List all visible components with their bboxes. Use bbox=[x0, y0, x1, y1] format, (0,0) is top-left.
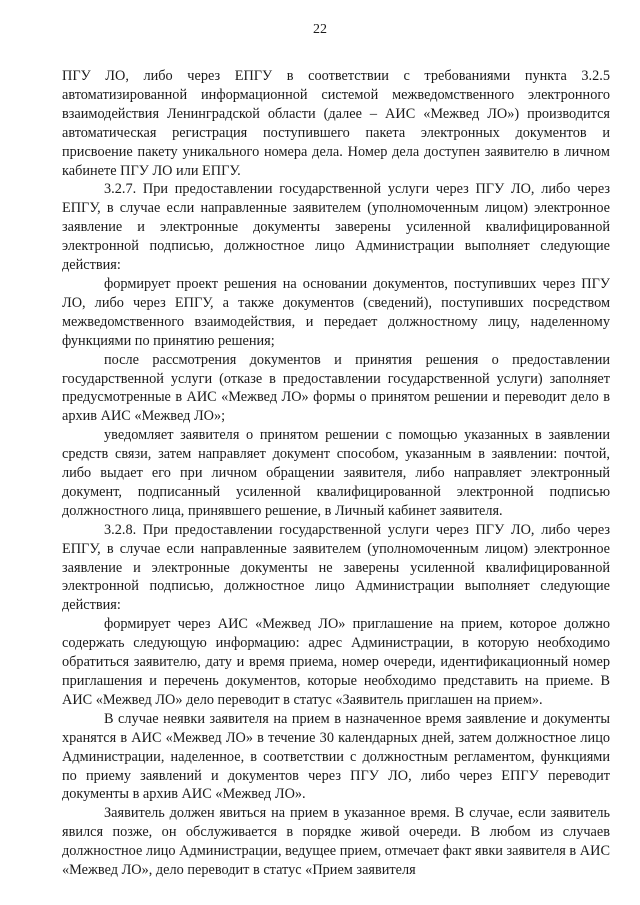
page-number: 22 bbox=[313, 22, 327, 37]
body-text bbox=[62, 67, 610, 880]
paragraph-3-2-7: 3.2.7. При предоставлении государственной услуги через ПГУ ЛО, либо через ЕПГУ, в случае если направленные заявителем (уполномоченным лицом) электронное заявление и электронные документы заверены усиленной квалифицированной электронной подписью, должностное лицо Администрации выполняет следующие действия: bbox=[62, 181, 610, 274]
paragraph-after-review: после рассмотрения документов и принятия решения о предоставлении государственной услуги (отказе в предоставлении государственной услуги) заполняет предусмотренные в АИС «Межвед ЛО» формы о принятом решении и переводит дело в архив АИС «Межвед ЛО»; bbox=[62, 351, 610, 425]
paragraph-forms-draft-decision: формирует проект решения на основании документов, поступивших через ПГУ ЛО, либо через ЕПГУ, а также документов (сведений), поступивших посредством межведомственного взаимодействия, и передает должностному лицу, наделенному функциями по принятию решения; bbox=[62, 275, 610, 349]
paragraph-3-2-8: 3.2.8. При предоставлении государственной услуги через ПГУ ЛО, либо через ЕПГУ, в случае если направленные заявителем (уполномоченным лицом) электронное заявление и электронные документы не заверены усиленной квалифицированной электронной подписью, должностное лицо Администрации выполняет следующие действия: bbox=[62, 521, 610, 614]
paragraph-notifies-applicant: уведомляет заявителя о принятом решении с помощью указанных в заявлении средств связи, затем направляет документ способом, указанным в заявлении: почтой, либо выдает его при личном обращении заявителя, либо направляет электронный документ, подписанный усиленной квалифицированной электронной подписью должностного лица, принявшего решение, в Личный кабинет заявителя. bbox=[62, 427, 610, 519]
paragraph-forms-invitation: формирует через АИС «Межвед ЛО» приглашение на прием, которое должно содержать следующую информацию: адрес Администрации, в которую необходимо обратиться заявителю, дату и время приема, номер очереди, идентификационный номер приглашения и перечень документов, которые необходимо представить на приеме. В АИС «Межвед ЛО» дело переводит в статус «Заявитель приглашен на прием». bbox=[62, 616, 610, 708]
paragraph-appointment-arrival: Заявитель должен явиться на прием в указанное время. В случае, если заявитель явился позже, он обслуживается в порядке живой очереди. В любом из случаев должностное лицо Администрации, ведущее прием, отмечает факт явки заявителя в АИС «Межвед ЛО», дело переводит в статус «Прием заявителя bbox=[62, 805, 610, 879]
paragraph-continuation: ПГУ ЛО, либо через ЕПГУ в соответствии с требованиями пункта 3.2.5 автоматизированной информационной системой межведомственного электронного взаимодействия Ленинградской области (далее – АИС «Межвед ЛО») производится автоматическая регистрация поступившего пакета электронных документов и присвоение пакету уникального номера дела. Номер дела доступен заявителю в личном кабинете ПГУ ЛО или ЕПГУ. bbox=[62, 68, 610, 179]
paragraph-no-show: В случае неявки заявителя на прием в назначенное время заявление и документы хранятся в АИС «Межвед ЛО» в течение 30 календарных дней, затем должностное лицо Администрации, наделенное, в соответствии с должностным регламентом, функциями по приему заявлений и документов через ПГУ ЛО, либо через ЕПГУ переводит документы в архив АИС «Межвед ЛО». bbox=[62, 710, 610, 803]
